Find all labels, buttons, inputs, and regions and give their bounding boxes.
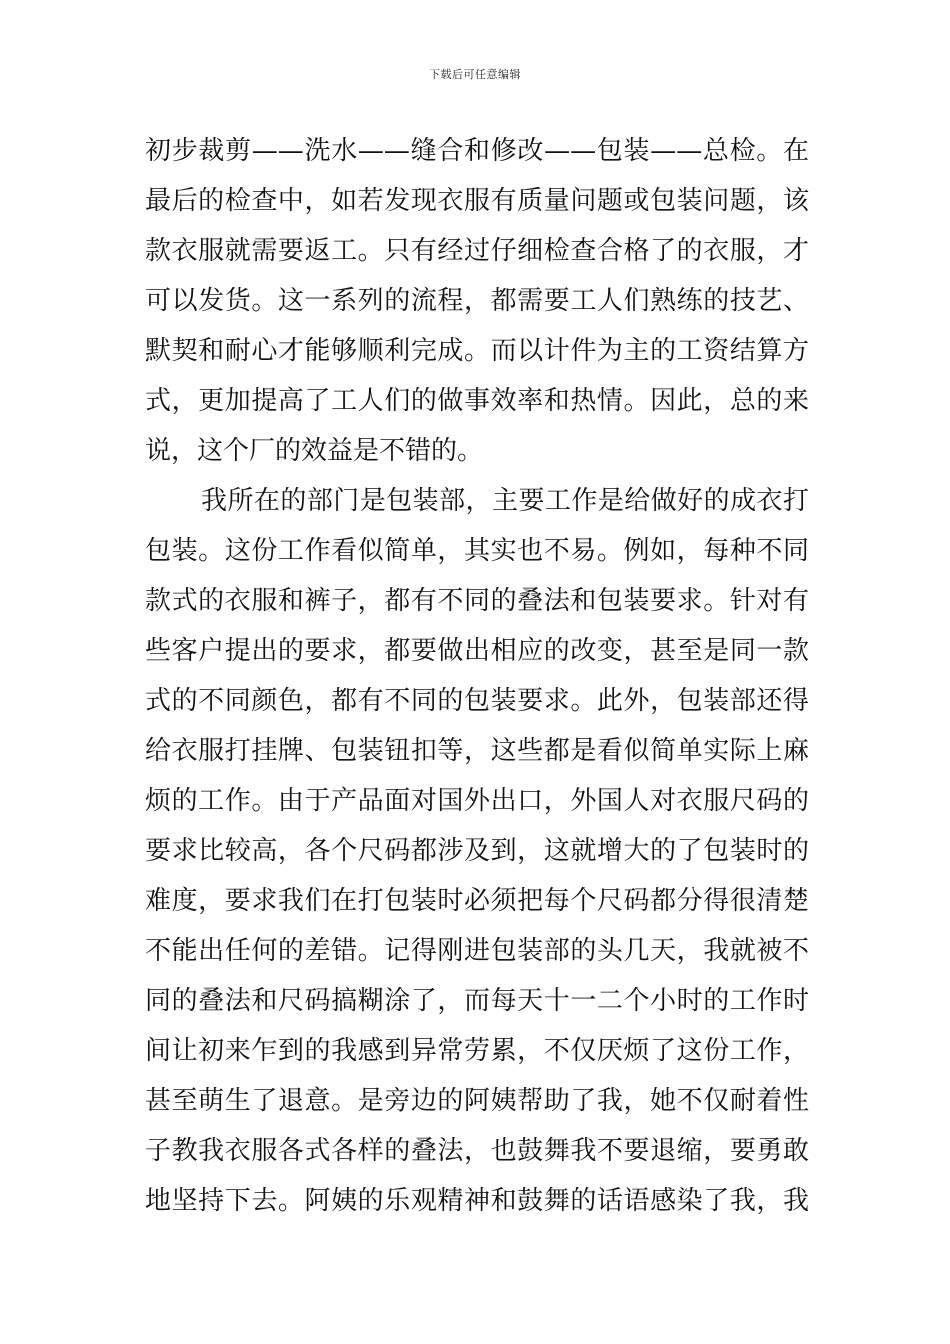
- paragraph-2-line-14: 子教我衣服各式各样的叠法，也鼓舞我不要退缩，要勇敢: [145, 1136, 809, 1166]
- paragraph-1-line-6: 式，更加提高了工人们的做事效率和热情。因此，总的来: [145, 386, 809, 416]
- paragraph-1-line-5: 默契和耐心才能够顺利完成。而以计件为主的工资结算方: [145, 336, 809, 366]
- paragraph-2-line-1: 我所在的部门是包装部，主要工作是给做好的成衣打: [201, 486, 809, 516]
- paragraph-2-line-3: 款式的衣服和裤子，都有不同的叠法和包装要求。针对有: [145, 586, 809, 616]
- paragraph-2-line-12: 间让初来乍到的我感到异常劳累，不仅厌烦了这份工作，: [145, 1036, 809, 1066]
- paragraph-2-line-10: 不能出任何的差错。记得刚进包装部的头几天，我就被不: [145, 936, 809, 966]
- paragraph-1-line-7: 说，这个厂的效益是不错的。: [145, 436, 484, 466]
- document-body: [145, 126, 809, 1226]
- paragraph-2-line-8: 要求比较高，各个尺码都涉及到，这就增大的了包装时的: [145, 836, 809, 866]
- paragraph-2-line-6: 给衣服打挂牌、包装钮扣等，这些都是看似简单实际上麻: [145, 736, 809, 766]
- paragraph-1-line-2: 最后的检查中，如若发现衣服有质量问题或包装问题，该: [145, 186, 809, 216]
- paragraph-2-line-7: 烦的工作。由于产品面对国外出口，外国人对衣服尺码的: [145, 786, 809, 816]
- page-header-note: 下载后可任意编辑: [429, 68, 521, 81]
- paragraph-2-line-2: 包装。这份工作看似简单，其实也不易。例如，每种不同: [145, 536, 809, 566]
- paragraph-1-line-4: 可以发货。这一系列的流程，都需要工人们熟练的技艺、: [145, 286, 809, 316]
- paragraph-2-line-9: 难度，要求我们在打包装时必须把每个尺码都分得很清楚: [145, 886, 809, 916]
- paragraph-2-line-4: 些客户提出的要求，都要做出相应的改变，甚至是同一款: [145, 636, 809, 666]
- paragraph-1-line-1: 初步裁剪——洗水——缝合和修改——包装——总检。在: [145, 136, 809, 166]
- paragraph-2-line-11: 同的叠法和尺码搞糊涂了，而每天十一二个小时的工作时: [145, 986, 809, 1016]
- paragraph-2-line-5: 式的不同颜色，都有不同的包装要求。此外，包装部还得: [145, 686, 809, 716]
- paragraph-2-line-15: 地坚持下去。阿姨的乐观精神和鼓舞的话语感染了我，我: [145, 1186, 809, 1216]
- paragraph-2-line-13: 甚至萌生了退意。是旁边的阿姨帮助了我，她不仅耐着性: [145, 1086, 809, 1116]
- paragraph-1-line-3: 款衣服就需要返工。只有经过仔细检查合格了的衣服，才: [145, 236, 809, 266]
